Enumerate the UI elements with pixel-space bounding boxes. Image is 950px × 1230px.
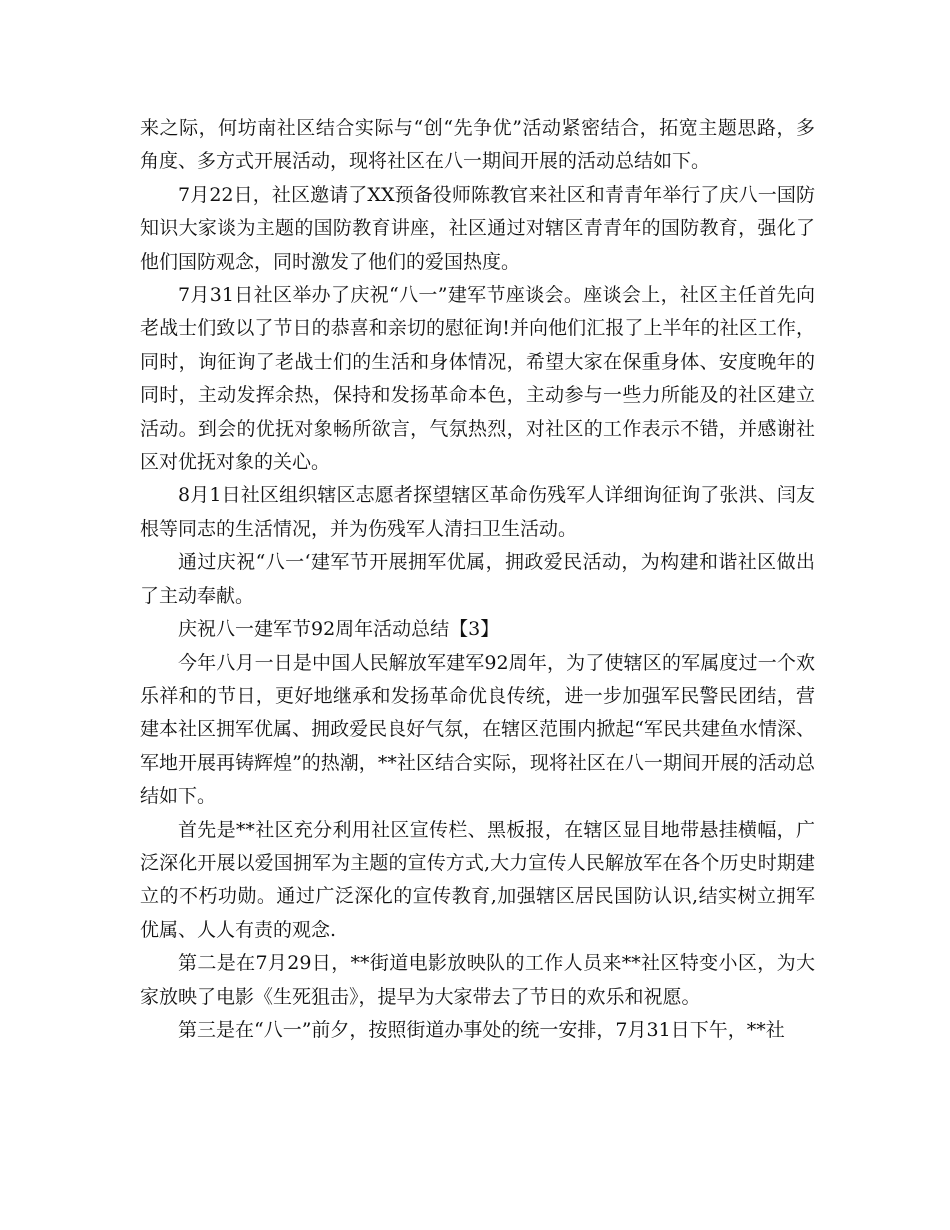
paragraph-8: 第二是在7月29日，**街道电影放映队的工作人员来**社区特变小区，为大家放映了电影《生死狙击》，提早为大家带去了节日的欢乐和祝愿。 [140,952,815,1008]
paragraph-1: 来之际，何坊南社区结合实际与“创“先争优”活动紧密结合，拓宽主题思路，多角度、多方式开展活动，现将社区在八一期间开展的活动总结如下。 [140,117,815,173]
paragraph-2: 7月22日，社区邀请了XX预备役师陈教官来社区和青青年举行了庆八一国防知识大家谈为主题的国防教育讲座，社区通过对辖区青青年的国防教育，强化了他们国防观念，同时激发了他们的爱国热度。 [140,183,815,273]
section-heading: 庆祝八一建军节92周年活动总结【3】 [178,618,500,641]
paragraph-6: 今年八月一日是中国人民解放军建军92周年，为了使辖区的军属度过一个欢乐祥和的节日，更好地继承和发扬革命优良传统，进一步加强军民警民团结，营建本社区拥军优属、拥政爱民良好气氛，在辖区范围内掀起“军民共建鱼水情深、军地开展再铸辉煌”的热潮，**社区结合实际，现将社区在八一期间开展的活动总结如下。 [140,651,815,808]
paragraph-5: 通过庆祝“八一‘建军节开展拥军优属，拥政爱民活动，为构建和谐社区做出了主动奉献。 [140,551,815,607]
paragraph-3: 7月31日社区举办了庆祝“八一”建军节座谈会。座谈会上，社区主任首先向老战士们致以了节日的恭喜和亲切的慰征询!并向他们汇报了上半年的社区工作，同时，询征询了老战士们的生活和身体情况，希望大家在保重身体、安度晚年的同时，主动发挥余热，保持和发扬革命本色，主动参与一些力所能及的社区建立活动。到会的优抚对象畅所欲言，气氛热烈，对社区的工作表示不错，并感谢社区对优抚对象的关心。 [140,284,815,474]
paragraph-7: 首先是**社区充分利用社区宣传栏、黑板报，在辖区显目地带悬挂横幅，广泛深化开展以爱国拥军为主题的宣传方式,大力宣传人民解放军在各个历史时期建立的不朽功勋。通过广泛深化的宣传教育,加强辖区居民国防认识,结实树立拥军优属、人人有责的观念. [140,818,815,941]
document-body [140,112,815,1047]
paragraph-9: 第三是在“八一”前夕，按照街道办事处的统一安排，7月31日下午，**社 [178,1018,785,1041]
paragraph-4: 8月1日社区组织辖区志愿者探望辖区革命伤残军人详细询征询了张洪、闫友根等同志的生活情况，并为伤残军人清扫卫生活动。 [140,484,815,540]
